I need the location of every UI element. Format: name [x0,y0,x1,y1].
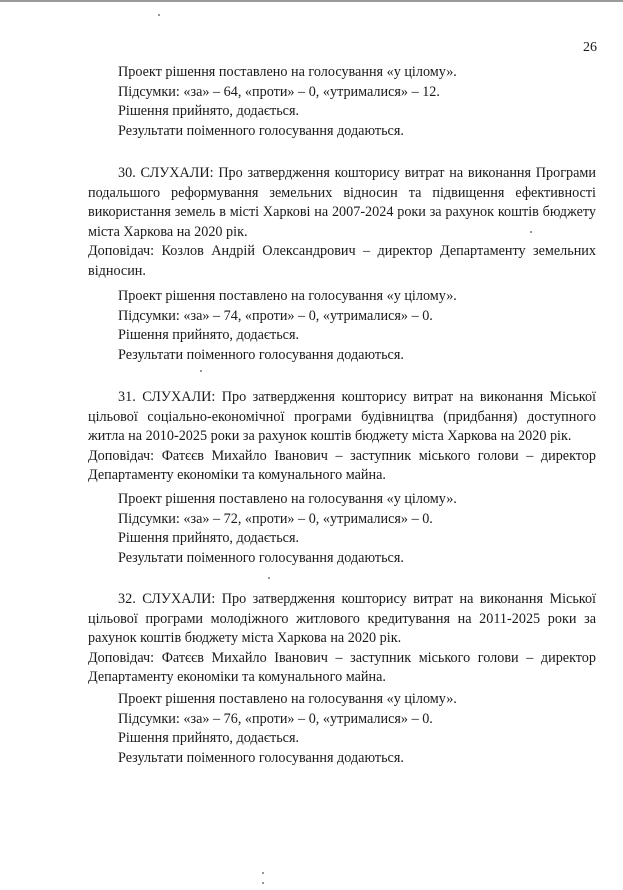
item-heading: 32. СЛУХАЛИ: Про затвердження кошторису витрат на виконання Міської цільової програми молодіжного житлового кредитування на 2011-2025 роки за рахунок коштів бюджету міста Харкова на 2020 рік. [88,591,596,646]
vote-line-totals: Підсумки: «за» – 64, «проти» – 0, «утрималися» – 12. [118,83,440,100]
scan-top-edge [0,0,623,2]
agenda-item-30 [88,164,596,281]
vote-line-draft: Проект рішення поставлено на голосування «у цілому». [118,491,457,507]
vote-result-block-3 [88,490,596,568]
agenda-item-32 [88,590,596,688]
vote-line-totals: Підсумки: «за» – 74, «проти» – 0, «утрималися» – 0. [118,307,433,324]
vote-result-block-4 [88,690,596,768]
vote-line-totals: Підсумки: «за» – 72, «проти» – 0, «утрималися» – 0. [118,510,433,527]
scan-speck [530,231,532,233]
scan-speck [200,370,202,372]
vote-result-block-1 [88,63,596,141]
vote-line-decision: Рішення прийнято, додається. [118,530,300,546]
item-reporter: Доповідач: Фатєєв Михайло Іванович – заступник міського голови – директор Департаменту економіки та комунального майна. [88,649,596,685]
vote-line-draft: Проект рішення поставлено на голосування «у цілому». [118,288,457,304]
vote-line-results: Результати поіменного голосування додаються. [118,346,404,363]
item-heading: 31. СЛУХАЛИ: Про затвердження кошторису витрат на виконання Міської цільової соціально-економічної програми будівництва (придбання) доступного житла на 2010-2025 роки за рахунок коштів бюджету міста Харкова на 2020 рік. [88,389,596,444]
item-heading: 30. СЛУХАЛИ: Про затвердження кошторису витрат на виконання Програми подальшого реформування земельних відносин та підвищення ефективності використання земель в місті Харкові на 2007-2024 роки за рахунок коштів бюджету міста Харкова на 2020 рік. [88,165,596,240]
scan-speck [262,882,264,884]
item-reporter: Доповідач: Фатєєв Михайло Іванович – заступник міського голови – директор Департаменту економіки та комунального майна. [88,447,596,483]
vote-line-results: Результати поіменного голосування додаються. [118,549,404,566]
vote-line-draft: Проект рішення поставлено на голосування «у цілому». [118,64,457,80]
vote-line-totals: Підсумки: «за» – 76, «проти» – 0, «утрималися» – 0. [118,710,433,727]
vote-line-draft: Проект рішення поставлено на голосування «у цілому». [118,691,457,707]
scan-speck [158,14,160,16]
item-reporter: Доповідач: Козлов Андрій Олександрович – директор Департаменту земельних відносин. [88,243,596,279]
vote-line-decision: Рішення прийнято, додається. [118,730,300,746]
vote-line-results: Результати поіменного голосування додаються. [118,749,404,766]
vote-line-decision: Рішення прийнято, додається. [118,327,300,343]
scan-speck [268,577,270,579]
vote-result-block-2 [88,287,596,365]
vote-line-decision: Рішення прийнято, додається. [118,103,300,119]
agenda-item-31 [88,388,596,486]
scan-speck [262,872,264,874]
page-number: 26 [583,40,597,55]
vote-line-results: Результати поіменного голосування додаються. [118,122,404,139]
